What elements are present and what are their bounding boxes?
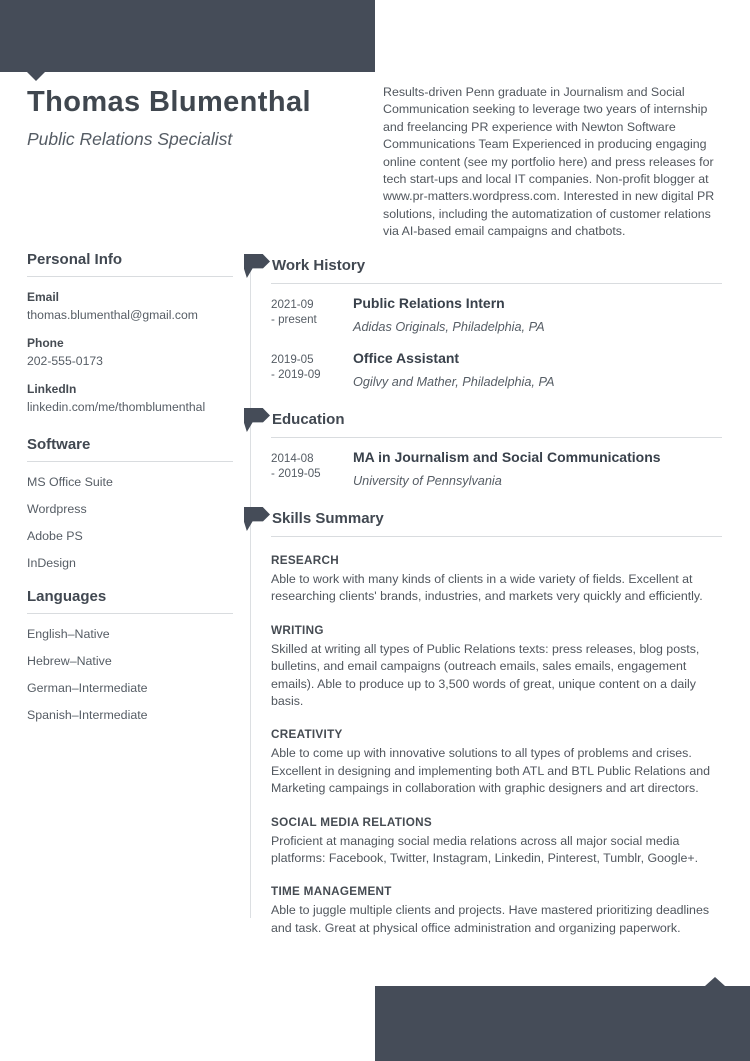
section-header [244, 507, 722, 531]
main-content [244, 254, 722, 955]
date-to: - 2019-09 [271, 368, 321, 381]
pennant-tag-icon [244, 507, 270, 531]
date-from: 2021-09 [271, 298, 314, 311]
section-divider [27, 276, 233, 277]
software-item: InDesign [27, 556, 76, 570]
software-item: MS Office Suite [27, 475, 113, 489]
education-heading: Education [272, 411, 345, 428]
skill-description: Able to juggle multiple clients and projects. Have mastered prioritizing deadlines and task. Great at physical office administration and organizing paperwork. [271, 903, 710, 935]
contact-label: Phone [27, 336, 64, 350]
skill-description: Able to come up with innovative solutions to all types of problems and crises. Excellent in designing and implementing both ATL and BTL Public Relations and Marketing campaings in collaboration with graphic designers and art directors. [271, 746, 710, 796]
profile-summary: Results-driven Penn graduate in Journalism and Social Communication seeking to leverage two years of internship and freelancing PR experience with Newton Software Communications Team Experienced in producing engaging online content (see my portfolio here) and press releases for tech start-ups and local IT companies. Non-profit blogger at www.pr-matters.wordpress.com. Interested in new digital PR solutions, including the automatization of customer relations via AI-based email campaigns and chatbots. [383, 85, 715, 239]
language-item: Spanish–Intermediate [27, 708, 148, 722]
pennant-tag-icon [244, 254, 270, 278]
entry-title: Office Assistant [353, 350, 460, 366]
languages-heading: Languages [27, 588, 107, 605]
software-item: Adobe PS [27, 529, 83, 543]
software-list [27, 475, 233, 570]
work-entry [271, 294, 722, 335]
education-section [244, 408, 722, 489]
personal-info-heading: Personal Info [27, 251, 123, 268]
date-to: - 2019-05 [271, 467, 321, 480]
contact-label: Email [27, 290, 60, 304]
skill-item [271, 815, 722, 868]
skill-item [271, 553, 722, 606]
skill-title: RESEARCH [271, 554, 339, 567]
triangle-down-icon [27, 72, 45, 81]
education-entries [244, 438, 722, 489]
language-item: Hebrew–Native [27, 654, 112, 668]
skill-item [271, 884, 722, 937]
contact-value-email: thomas.blumenthal@gmail.com [27, 308, 198, 322]
personal-info-section [27, 252, 233, 415]
section-divider [27, 461, 233, 462]
work-history-heading: Work History [272, 257, 366, 274]
section-divider [27, 613, 233, 614]
date-from: 2014-08 [271, 452, 314, 465]
triangle-up-icon [705, 977, 725, 986]
section-header [244, 408, 722, 432]
contact-label: LinkedIn [27, 382, 77, 396]
footer-accent-block [375, 986, 750, 1061]
skill-title: CREATIVITY [271, 728, 343, 742]
entry-organization: Adidas Originals, Philadelphia, PA [353, 320, 545, 334]
contact-value-linkedin: linkedin.com/me/thomblumenthal [27, 400, 206, 414]
software-section [27, 437, 233, 570]
software-item: Wordpress [27, 502, 87, 516]
skill-title: SOCIAL MEDIA RELATIONS [271, 815, 432, 829]
entry-organization: Ogilvy and Mather, Philadelphia, PA [353, 375, 555, 389]
skill-item [271, 623, 722, 711]
software-heading: Software [27, 436, 91, 453]
contact-value-phone: 202-555-0173 [27, 354, 103, 368]
entry-title: Public Relations Intern [353, 295, 505, 311]
languages-list [27, 627, 233, 722]
skills-list [244, 537, 722, 937]
date-from: 2019-05 [271, 353, 314, 366]
language-item: German–Intermediate [27, 681, 148, 695]
languages-section [27, 589, 233, 722]
section-header [244, 254, 722, 278]
candidate-name: Thomas Blumenthal [27, 86, 311, 118]
entry-body [353, 294, 722, 335]
entry-body [353, 448, 722, 489]
work-entry [271, 349, 722, 390]
language-item: English–Native [27, 627, 110, 641]
candidate-job-title: Public Relations Specialist [27, 129, 233, 149]
work-history-entries [244, 284, 722, 390]
education-entry [271, 448, 722, 489]
entry-dates [271, 349, 353, 390]
skill-description: Skilled at writing all types of Public Relations texts: press releases, blog posts, bulletins, and email campaigns (outreach emails, sales emails, engagement emails). Able to produce up to 3,500 words of great, unique content on a daily basis. [271, 641, 700, 709]
skill-item [271, 727, 722, 797]
skills-summary-heading: Skills Summary [272, 510, 384, 527]
entry-body [353, 349, 722, 390]
header-accent-block [0, 0, 375, 72]
contact-item-linkedin [27, 382, 233, 415]
entry-dates [271, 294, 353, 335]
work-history-section [244, 254, 722, 390]
skill-description: Proficient at managing social media relations across all major social media platforms: Facebook, Twitter, Instagram, Linkedin, Pinterest, Tumblr, Google+. [271, 833, 699, 866]
contact-item-email [27, 290, 233, 323]
skill-description: Able to work with many kinds of clients in a wide variety of fields. Excellent at researching clients' brands, industries, and markets very quickly and efficiently. [271, 572, 703, 604]
date-to: - present [271, 313, 317, 326]
entry-dates [271, 448, 353, 489]
skill-title: TIME MANAGEMENT [271, 885, 392, 899]
entry-organization: University of Pennsylvania [353, 474, 502, 488]
contact-item-phone [27, 336, 233, 369]
pennant-tag-icon [244, 408, 270, 432]
skills-summary-section [244, 507, 722, 937]
entry-title: MA in Journalism and Social Communications [353, 449, 661, 465]
sidebar [27, 252, 233, 722]
skill-title: WRITING [271, 623, 324, 637]
